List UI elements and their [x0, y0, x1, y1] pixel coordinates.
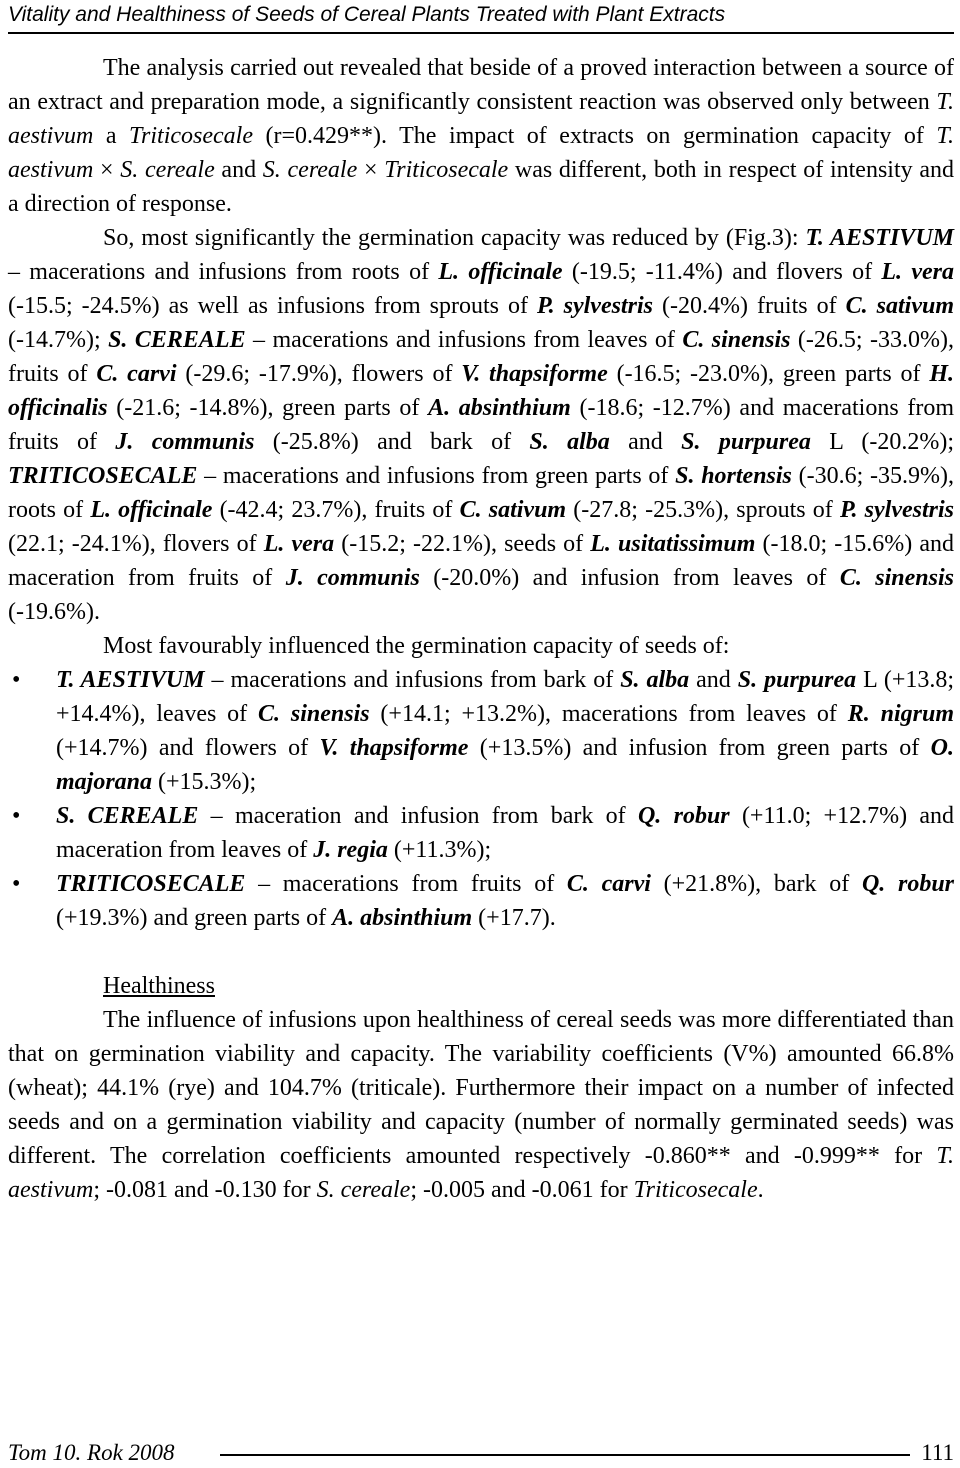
volume-info: Tom 10. Rok 2008 [8, 1440, 175, 1465]
species-name: S. cereale [262, 157, 358, 183]
article-body [8, 51, 954, 1207]
page-footer [8, 1438, 954, 1468]
header-rule [8, 32, 954, 34]
bullet-icon: • [12, 803, 21, 829]
species-name: T. aestivum [8, 123, 954, 183]
paragraph-interaction: The analysis carried out revealed that beside of a proved interaction between a source of an extract and preparation mode, a significantly consistent reaction was observed only between T. aestivum a Triticosecale (r=0.429**). The impact of extracts on germination capacity of T. aestivum × S. cereale and S. cereale × Triticosecale was different, both in respect of intensity and a direction of response. [8, 55, 954, 217]
section-heading: Healthiness [103, 973, 215, 999]
species-name: Triticosecale [633, 1177, 758, 1203]
bullet-list [8, 663, 954, 935]
list-item: • S. CEREALE – maceration and infusion from bark of Q. robur (+11.0; +12.7%) and maceration from leaves of J. regia (+11.3%); [8, 799, 954, 867]
running-header: Vitality and Healthiness of Seeds of Cereal Plants Treated with Plant Extracts [8, 3, 726, 26]
page-number: 111 [921, 1440, 954, 1465]
species-name: T. aestivum [8, 89, 954, 149]
list-item: • TRITICOSECALE – macerations from fruits of C. carvi (+21.8%), bark of Q. robur (+19.3%) and green parts of A. absinthium (+17.7). [8, 867, 954, 935]
species-name: T. aestivum [8, 1143, 954, 1203]
spacer [8, 935, 954, 969]
paragraph-healthiness: The influence of infusions upon healthiness of cereal seeds was more differentiated than that on germination viability and capacity. The variability coefficients (V%) amounted 66.8% (wheat); 44.1% (rye) and 104.7% (triticale). Furthermore their impact on a number of infected seeds and on a germination viability and capacity (number of normally germinated seeds) was different. The correlation coefficients amounted respectively -0.860** and -0.999** for T. aestivum; -0.081 and -0.130 for S. cereale; -0.005 and -0.061 for Triticosecale. [8, 1007, 954, 1203]
bullet-icon: • [12, 871, 21, 897]
bullet-icon: • [12, 667, 21, 693]
species-name: Triticosecale [384, 157, 509, 183]
paragraph-reduced-germination: So, most significantly the germination capacity was reduced by (Fig.3): T. AESTIVUM – macerations and infusions from roots of L. officinale (-19.5; -11.4%) and flovers of L. vera (-15.5; -24.5%) as well as infusions from sprouts of P. sylvestris (-20.4%) fruits of C. sativum (-14.7%); S. CEREALE – macerations and infusions from leaves of C. sinensis (-26.5; -33.0%), fruits of C. carvi (-29.6; -17.9%), flowers of V. thapsiforme (-16.5; -23.0%), green parts of H. officinalis (-21.6; -14.8%), green parts of A. absinthium (-18.6; -12.7%) and macerations from fruits of J. communis (-25.8%) and bark of S. alba and S. purpurea L (-20.2%); TRITICOSECALE – macerations and infusions from green parts of S. hortensis (-30.6; -35.9%), roots of L. officinale (-42.4; 23.7%), fruits of C. sativum (-27.8; -25.3%), sprouts of P. sylvestris (22.1; -24.1%), flovers of L. vera (-15.2; -22.1%), seeds of L. usitatissimum (-18.0; -15.6%) and maceration from fruits of J. communis (-20.0%) and infusion from leaves of C. sinensis (-19.6%). [8, 225, 955, 625]
footer-rule [220, 1454, 910, 1456]
species-name: Triticosecale [129, 123, 253, 149]
list-item: • T. AESTIVUM – macerations and infusions from bark of S. alba and S. purpurea L (+13.8; +14.4%), leaves of C. sinensis (+14.1; +13.2%), macerations from leaves of R. nigrum (+14.7%) and flowers of V. thapsiforme (+13.5%) and infusion from green parts of O. majorana (+15.3%); [8, 663, 954, 799]
species-name: S. cereale [120, 157, 215, 183]
paragraph-favourable-intro: Most favourably influenced the germination capacity of seeds of: [103, 633, 730, 659]
species-name: S. cereale [316, 1177, 411, 1203]
